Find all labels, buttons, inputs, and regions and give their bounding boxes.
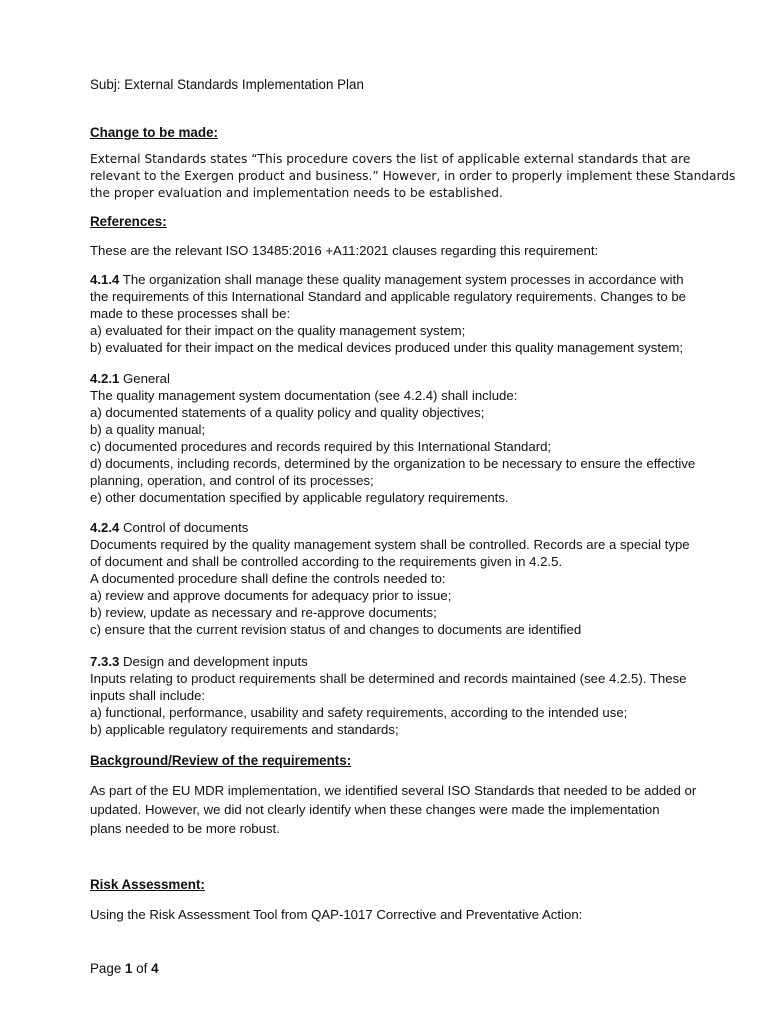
- clause-line: The quality management system documentation (see 4.2.4) shall include:: [90, 388, 518, 403]
- references-intro-text: These are the relevant ISO 13485:2016 +A11:2021 clauses regarding this requirement:: [90, 243, 599, 258]
- clause-line: A documented procedure shall define the controls needed to:: [90, 571, 446, 586]
- clause-line: a) documented statements of a quality policy and quality objectives;: [90, 405, 485, 420]
- clause-line: b) review, update as necessary and re-approve documents;: [90, 605, 437, 620]
- clause-number: 4.2.4: [90, 520, 120, 535]
- change-heading: Change to be made:: [90, 125, 218, 140]
- clause-4-2-4: [90, 519, 690, 638]
- clause-line: planning, operation, and control of its processes;: [90, 473, 374, 488]
- page-prefix: Page: [90, 961, 125, 976]
- clause-7-3-3: [90, 653, 690, 738]
- page-current: 1: [125, 961, 133, 976]
- clause-title: Design and development inputs: [119, 654, 308, 669]
- references-intro: [90, 242, 690, 259]
- background-heading: Background/Review of the requirements:: [90, 753, 352, 768]
- clause-number: 4.1.4: [90, 272, 120, 287]
- change-line: External Standards states “This procedure covers the list of applicable external standards that are: [90, 152, 691, 166]
- risk-text: Using the Risk Assessment Tool from QAP-1017 Corrective and Preventative Action:: [90, 907, 583, 922]
- page-middle: of: [132, 961, 152, 976]
- clause-line: inputs shall include:: [90, 688, 206, 703]
- clause-line: c) documented procedures and records required by this International Standard;: [90, 439, 552, 454]
- clause-line: c) ensure that the current revision status of and changes to documents are identified: [90, 622, 582, 637]
- clause-title-line: [90, 653, 690, 670]
- references-heading: References:: [90, 214, 167, 229]
- document-page: [90, 0, 736, 1024]
- page-number: [90, 961, 159, 977]
- clause-4-2-1: [90, 370, 696, 506]
- clause-line: e) other documentation specified by applicable regulatory requirements.: [90, 490, 509, 505]
- clause-4-1-4: [90, 271, 690, 356]
- clause-line: of document and shall be controlled according to the requirements given in 4.2.5.: [90, 554, 563, 569]
- change-line: the proper evaluation and implementation needs to be established.: [90, 186, 503, 200]
- change-line: relevant to the Exergen product and business.” However, in order to properly implement these Standards: [90, 169, 736, 183]
- clause-line: Inputs relating to product requirements shall be determined and records maintained (see 4.2.5). These: [90, 671, 687, 686]
- clause-title: General: [119, 371, 170, 386]
- clause-number: 4.2.1: [90, 371, 120, 386]
- clause-line: the requirements of this International Standard and applicable regulatory requirements. Changes to be: [90, 289, 687, 304]
- clause-line: d) documents, including records, determined by the organization to be necessary to ensure the effective: [90, 456, 696, 471]
- clause-line: Documents required by the quality management system shall be controlled. Records are a special type: [90, 537, 690, 552]
- clause-line: made to these processes shall be:: [90, 306, 291, 321]
- clause-line: b) evaluated for their impact on the medical devices produced under this quality management system;: [90, 340, 684, 355]
- clause-line: a) review and approve documents for adequacy prior to issue;: [90, 588, 452, 603]
- clause-number: 7.3.3: [90, 654, 120, 669]
- clause-title: Control of documents: [119, 520, 249, 535]
- background-line: As part of the EU MDR implementation, we identified several ISO Standards that needed to be added or: [90, 783, 697, 798]
- page-total: 4: [151, 961, 159, 976]
- risk-paragraph: [90, 906, 690, 923]
- clause-first-line: [90, 271, 690, 288]
- clause-line: b) a quality manual;: [90, 422, 206, 437]
- background-line: plans needed to be more robust.: [90, 821, 280, 836]
- clause-line: a) evaluated for their impact on the quality management system;: [90, 323, 466, 338]
- clause-line: a) functional, performance, usability and safety requirements, according to the intended use;: [90, 705, 628, 720]
- clause-text: The organization shall manage these quality management system processes in accordance with: [119, 272, 684, 287]
- background-paragraph: [90, 781, 697, 838]
- clause-line: b) applicable regulatory requirements and standards;: [90, 722, 399, 737]
- risk-heading: Risk Assessment:: [90, 877, 205, 892]
- clause-title-line: [90, 519, 690, 536]
- clause-title-line: [90, 370, 690, 387]
- subject-line: Subj: External Standards Implementation Plan: [90, 77, 364, 92]
- change-paragraph: [90, 151, 736, 202]
- background-line: updated. However, we did not clearly identify when these changes were made the implementation: [90, 802, 660, 817]
